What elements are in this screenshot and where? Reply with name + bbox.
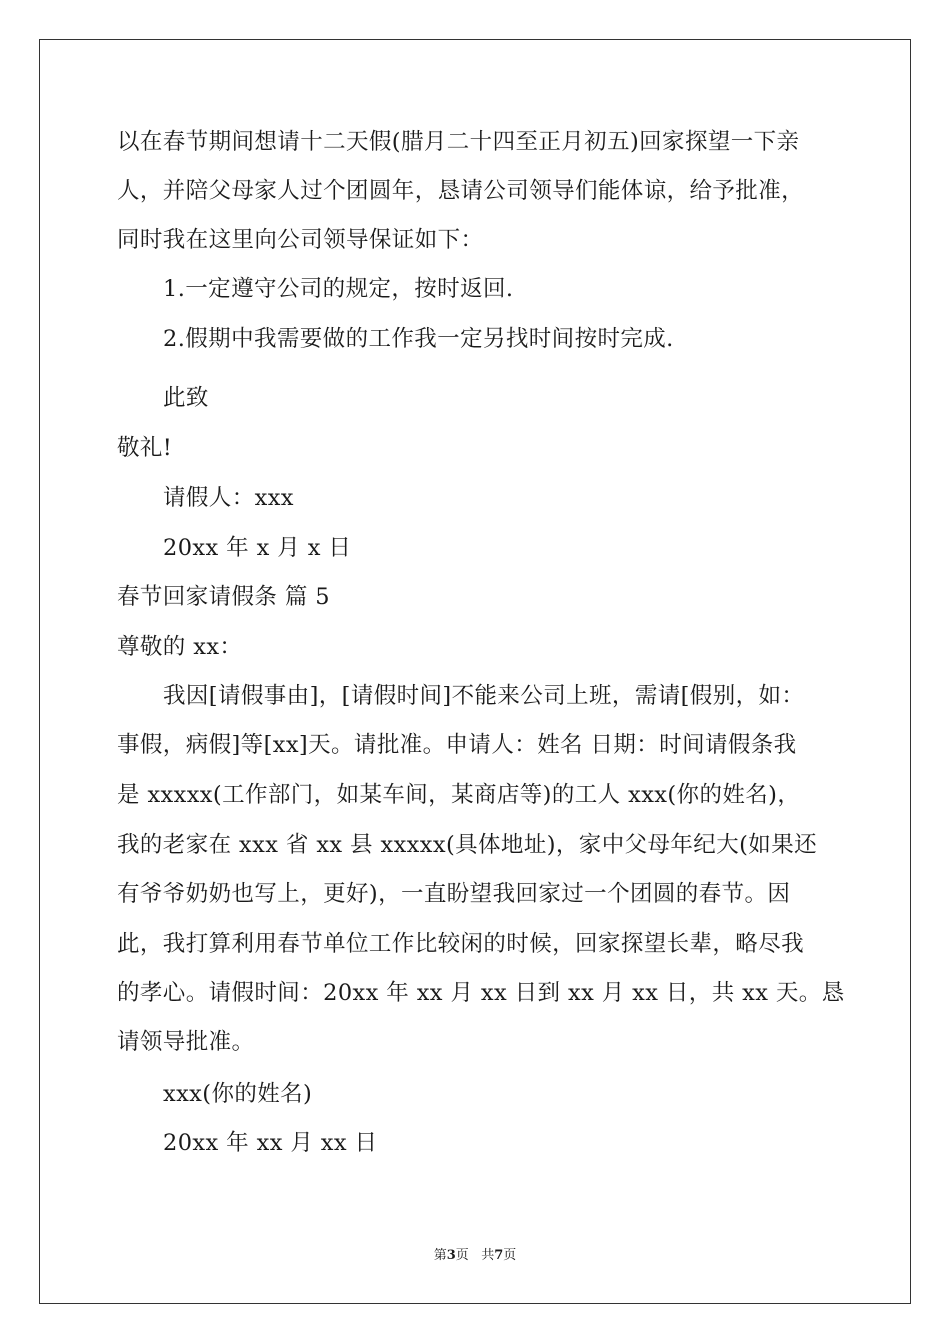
page-number-footer <box>0 1247 950 1265</box>
page-current: 3 <box>446 1248 456 1263</box>
text-line: 事假，病假]等[xx]天。请批准。申请人：姓名 日期：时间请假条我 <box>117 732 797 758</box>
text-line: 我因[请假事由]，[请假时间]不能来公司上班，需请[假别，如： <box>163 683 805 709</box>
closing-regards: 敬礼! <box>117 435 173 461</box>
list-item-2: 2.假期中我需要做的工作我一定另找时间按时完成. <box>163 326 674 352</box>
text-line: 是 xxxxx(工作部门，如某车间，某商店等)的工人 xxx(你的姓名)， <box>117 782 801 808</box>
page-total: 7 <box>494 1248 504 1263</box>
text-line: 的孝心。请假时间：20xx 年 xx 月 xx 日到 xx 月 xx 日，共 xx 天。恳 <box>117 980 845 1006</box>
signature-name: xxx(你的姓名) <box>163 1081 313 1107</box>
page-prefix: 第 <box>433 1248 447 1263</box>
text-line: 请领导批准。 <box>117 1029 255 1055</box>
text-line: 此，我打算利用春节单位工作比较闲的时候，回家探望长辈，略尽我 <box>117 931 805 957</box>
greeting: 尊敬的 xx： <box>117 634 243 660</box>
list-item-1: 1.一定遵守公司的规定，按时返回. <box>163 276 514 302</box>
text-line: 以在春节期间想请十二天假(腊月二十四至正月初五)回家探望一下亲 <box>117 129 800 155</box>
text-line: 有爷爷奶奶也写上，更好)，一直盼望我回家过一个团圆的春节。因 <box>117 881 791 907</box>
text-line: 我的老家在 xxx 省 xx 县 xxxxx(具体地址)，家中父母年纪大(如果还 <box>117 832 817 858</box>
total-prefix: 共 <box>481 1248 495 1263</box>
text-line: 同时我在这里向公司领导保证如下： <box>117 227 484 253</box>
page-suffix: 页 <box>455 1248 469 1263</box>
section-title: 春节回家请假条 篇 5 <box>117 584 331 610</box>
closing-salutation: 此致 <box>163 385 209 411</box>
total-suffix: 页 <box>503 1248 517 1263</box>
signature-applicant: 请假人：xxx <box>163 485 294 511</box>
text-line: 人，并陪父母家人过个团圆年，恳请公司领导们能体谅，给予批准， <box>117 178 805 204</box>
signature-date: 20xx 年 x 月 x 日 <box>163 535 352 561</box>
signature-date: 20xx 年 xx 月 xx 日 <box>163 1130 378 1156</box>
